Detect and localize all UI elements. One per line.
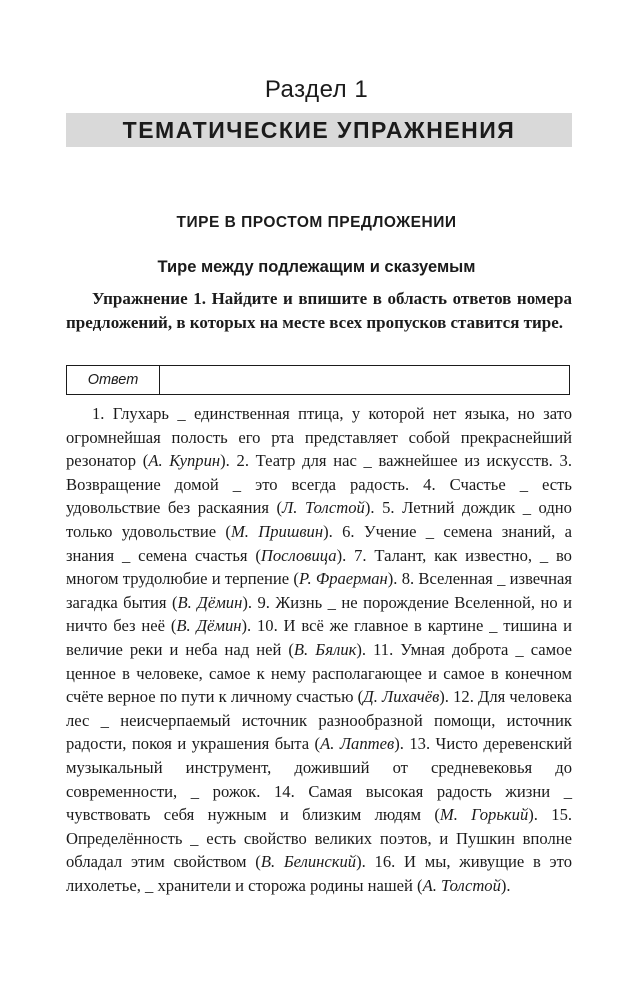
exercise-sentence: 16. И мы, живущие в это лихолетье, _ хранители и сторожа родины нашей (А. Толстой). xyxy=(66,852,572,895)
section-banner xyxy=(66,113,572,147)
exercise-sentence: 15. Определённость _ есть свойство великих поэтов, и Пушкин вполне обладал этим свойством (В. Белинский). xyxy=(66,805,573,872)
sentence-text: 13. Чисто деревенский музыкальный инструмент, доживший от средневековья до современности, _ рожок. xyxy=(66,734,572,801)
sentence-text: 4. Счастье _ есть удовольствие без раскаяния xyxy=(66,474,572,518)
topic-title: ТИРЕ В ПРОСТОМ ПРЕДЛОЖЕНИИ xyxy=(176,214,457,231)
sentence-author: А. Куприн xyxy=(148,451,221,471)
sentence-text: 3. Возвращение домой _ это всегда радость. xyxy=(66,451,572,494)
subtopic-title: Тире между подлежащим и сказуемым xyxy=(157,258,476,276)
exercise-sentence xyxy=(237,451,553,470)
sentence-text: 8. Вселенная _ извечная загадка бытия xyxy=(66,569,572,612)
exercise-sentence: 5. Летний дождик _ одно только удовольствие (М. Пришвин). xyxy=(66,498,572,541)
sentence-author: А. Лаптев xyxy=(320,734,395,754)
sentence-text: 10. И всё же главное в картине _ тишина и величие реки и неба над ней xyxy=(66,616,572,659)
sentence-author: В. Бялик xyxy=(293,639,357,659)
answer-box xyxy=(66,365,570,395)
sentence-text: 9. Жизнь _ не порождение Вселенной, но и ничто без неё xyxy=(66,592,572,636)
exercise-sentence: 14. Самая высокая радость жизни _ чувствовать себя нужным и близким людям (М. Горький). xyxy=(66,781,572,825)
exercise-sentence: 8. Вселенная _ извечная загадка бытия (В. Дёмин). xyxy=(66,569,572,612)
sentence-text: 12. Для человека лес _ неисчерпаемый источник разнообразной помощи, источник радости, покоя и украшения быта xyxy=(66,687,572,754)
section-title: ТЕМАТИЧЕСКИЕ УПРАЖНЕНИЯ xyxy=(122,117,516,143)
sentence-author: В. Дёмин xyxy=(176,616,242,636)
exercise-sentence: 4. Счастье _ есть удовольствие без раскаяния (Л. Толстой). xyxy=(66,474,572,518)
exercise-sentence: 12. Для человека лес _ неисчерпаемый источник разнообразной помощи, источник радости, покоя и украшения быта (А. Лаптев). xyxy=(66,687,572,754)
sentence-author: М. Пришвин xyxy=(230,521,324,541)
sentence-text: 1. Глухарь _ единственная птица, у которой нет языка, но зато огромнейшая полость его рта представляет собой прекраснейший резонатор xyxy=(66,404,572,471)
exercise-sentence: 10. И всё же главное в картине _ тишина и величие реки и неба над ней (В. Бялик). xyxy=(66,616,572,659)
sentence-text: 2. Театр для нас _ важнейшее из искусств. xyxy=(236,451,553,471)
sentence-author: Пословица xyxy=(260,545,337,565)
sentence-text: 5. Летний дождик _ одно только удовольствие xyxy=(66,498,572,541)
answer-field[interactable] xyxy=(160,366,569,394)
sentence-author: Р. Фраерман xyxy=(298,569,388,589)
sentence-author: А. Толстой xyxy=(422,875,501,895)
answer-label: Ответ xyxy=(67,366,160,394)
exercise-sentence: 9. Жизнь _ не порождение Вселенной, но и ничто без неё (В. Дёмин). xyxy=(66,592,572,636)
exercise-sentence: 11. Умная доброта _ самое ценное в человеке, самое к нему располагающее и самое в конечном счёте верное по пути к личному счастью (Д. Лихачёв). xyxy=(66,639,572,707)
sentence-author: Л. Толстой xyxy=(282,498,365,518)
sentence-author: Д. Лихачёв xyxy=(363,687,440,707)
sentence-author: М. Горький xyxy=(439,805,529,825)
exercise-sentence: 1. Глухарь _ единственная птица, у которой нет языка, но зато огромнейшая полость его рта представляет собой прекраснейший резонатор (А. Куприн). xyxy=(66,404,572,471)
exercise-sentence: 6. Учение _ семена знаний, а знания _ семена счастья (Пословица). xyxy=(66,521,572,565)
sentence-text: 14. Самая высокая радость жизни _ чувствовать себя нужным и близким людям xyxy=(66,781,572,825)
exercise-instruction: Упражнение 1. Найдите и впишите в область ответов номера предложений, в которых на месте всех пропусков ставится тире. xyxy=(66,289,572,332)
sentence-text: 11. Умная доброта _ самое ценное в человеке, самое к нему располагающее и самое в конечном счёте верное по пути к личному счастью xyxy=(66,639,572,707)
sentence-text: 16. И мы, живущие в это лихолетье, _ хранители и сторожа родины нашей xyxy=(66,852,572,895)
section-number: Раздел 1 xyxy=(264,76,369,103)
exercise-sentence: 7. Талант, как известно, _ во многом трудолюбие и терпение (Р. Фраерман). xyxy=(66,545,572,589)
sentence-text: 7. Талант, как известно, _ во многом трудолюбие и терпение xyxy=(66,545,572,589)
exercise-text xyxy=(66,402,572,897)
sentence-author: В. Дёмин xyxy=(177,592,243,612)
sentence-text: 15. Определённость _ есть свойство великих поэтов, и Пушкин вполне обладал этим свойством xyxy=(66,805,573,872)
sentence-text: 6. Учение _ семена знаний, а знания _ семена счастья xyxy=(66,521,572,565)
sentence-author: В. Белинский xyxy=(260,852,357,872)
